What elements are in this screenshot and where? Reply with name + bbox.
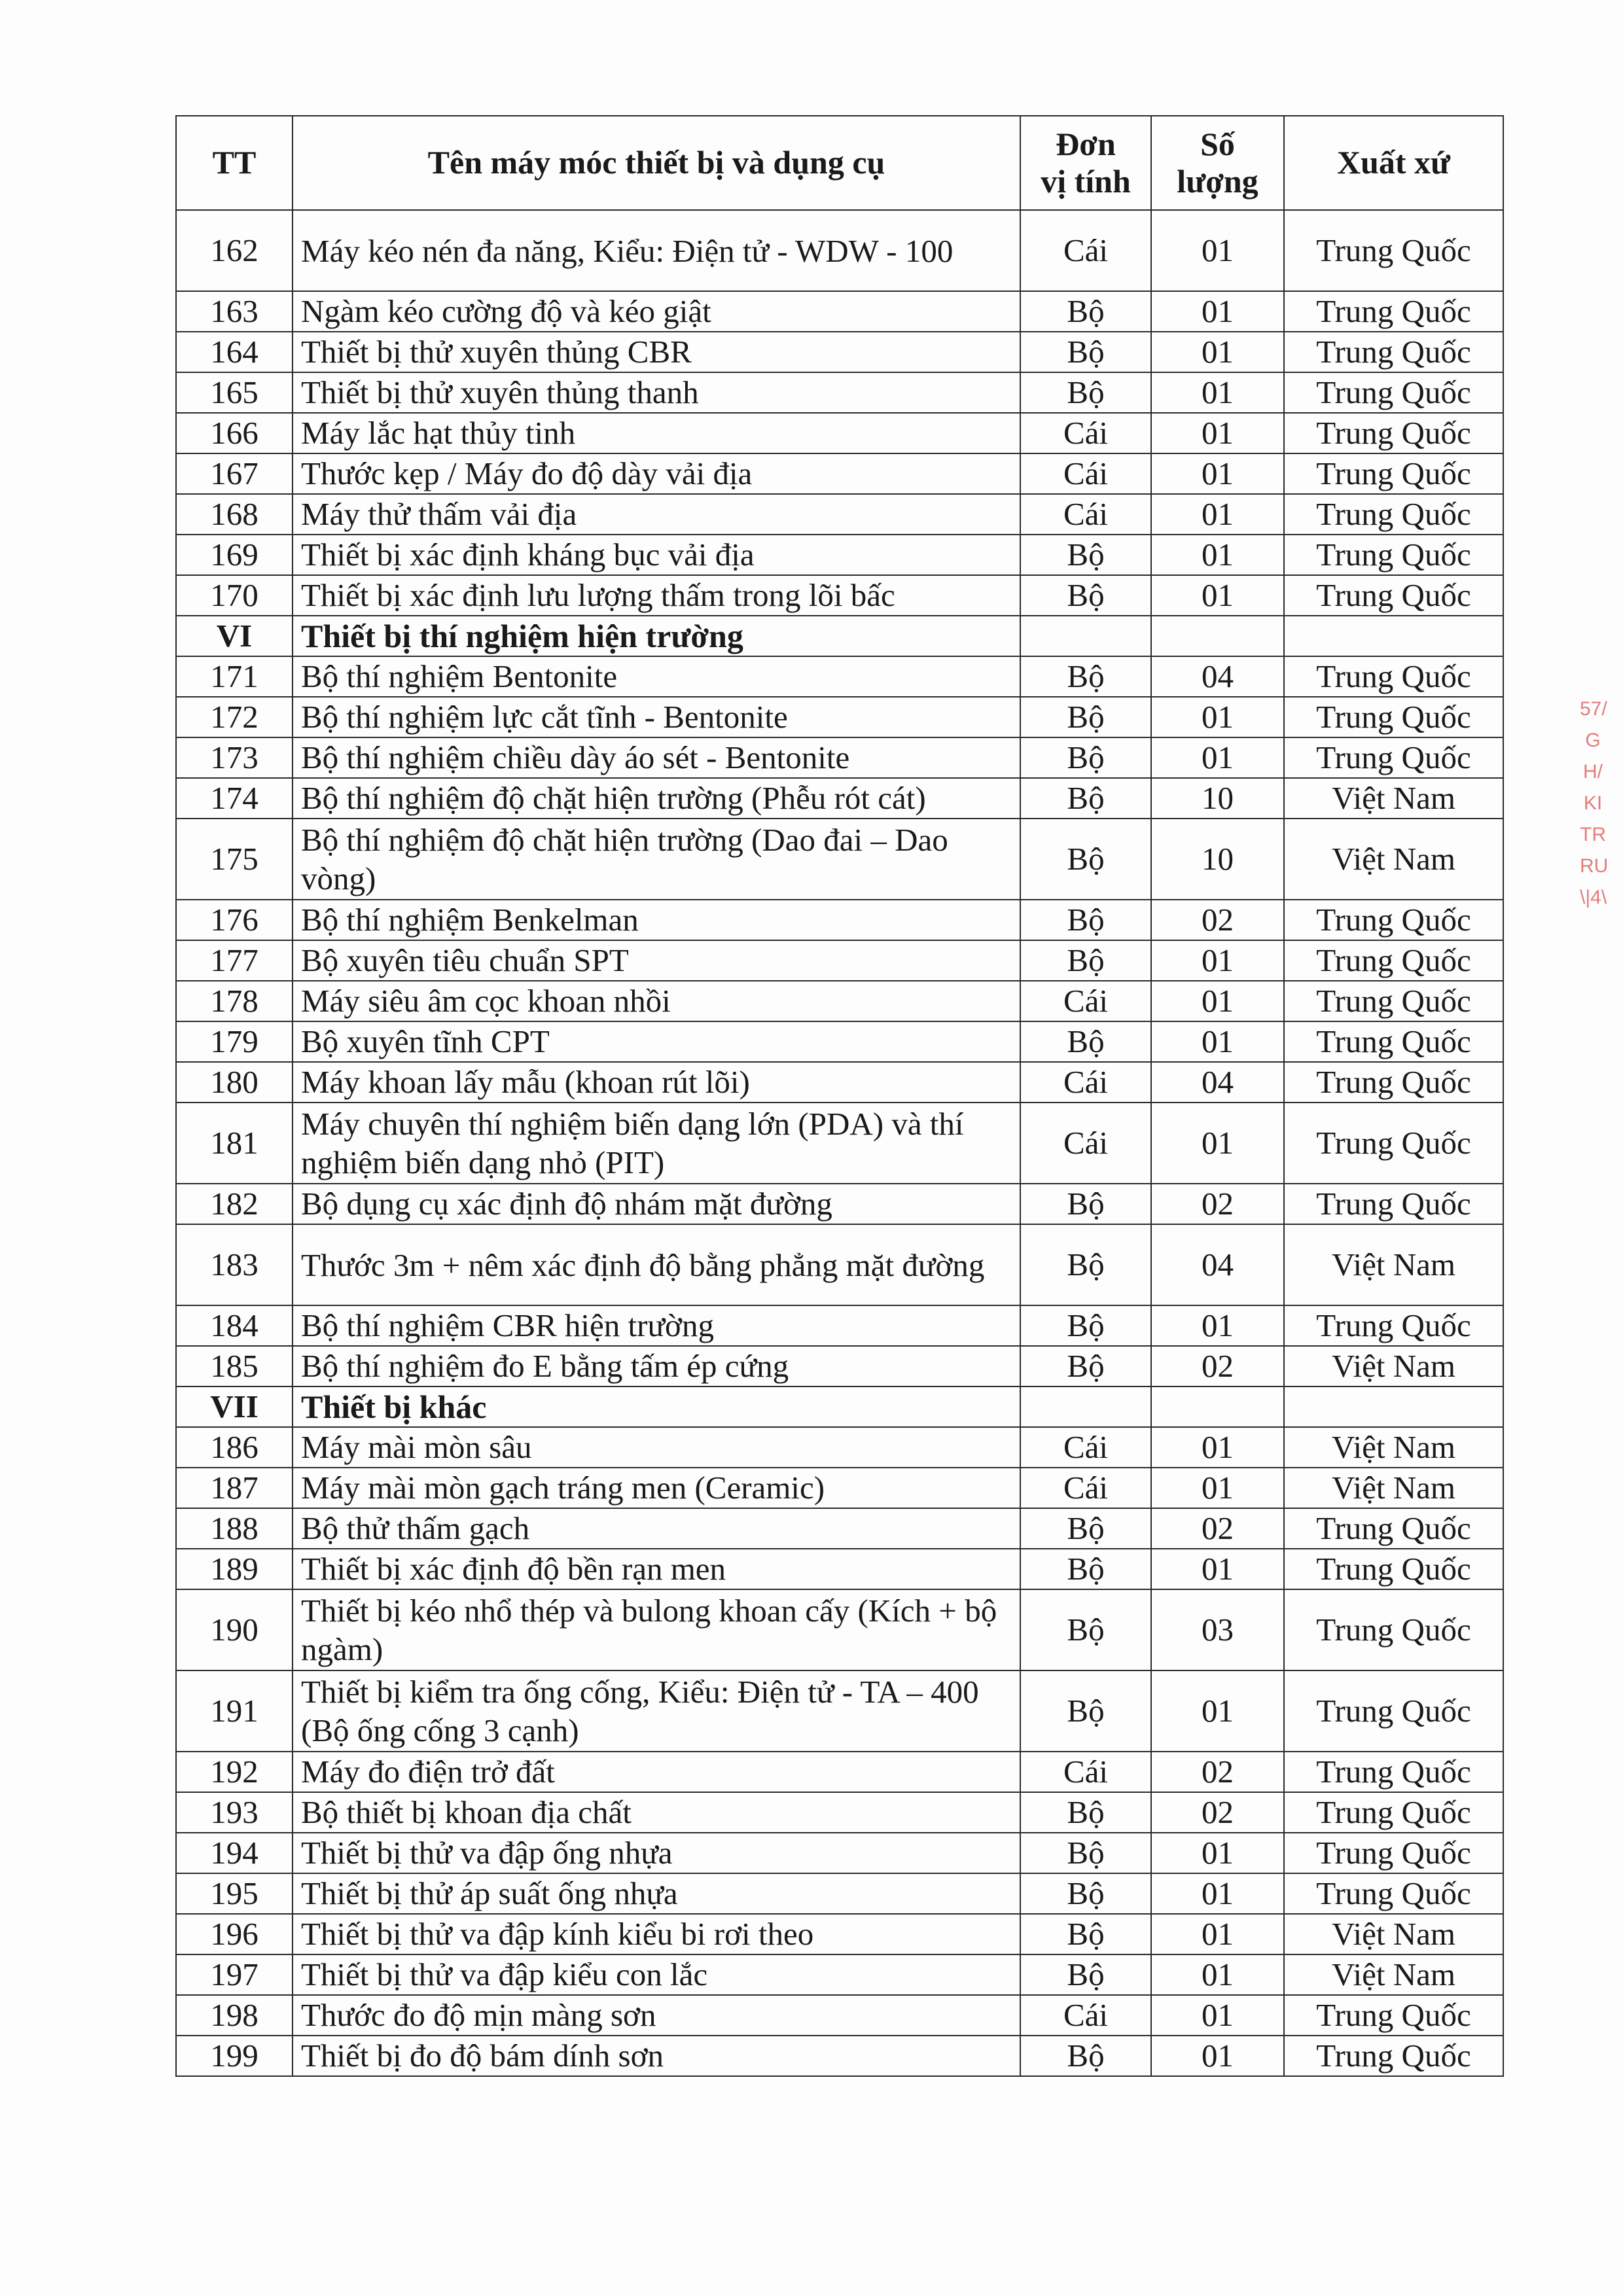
row-number-cell: 186 xyxy=(176,1427,293,1468)
equipment-name-cell: Thước 3m + nêm xác định độ bằng phẳng mặt đường xyxy=(293,1224,1020,1305)
row-number-cell: 164 xyxy=(176,332,293,372)
unit-cell xyxy=(1020,616,1151,656)
unit-cell: Bộ xyxy=(1020,1792,1151,1833)
equipment-name-cell: Thiết bị xác định độ bền rạn men xyxy=(293,1549,1020,1589)
row-number-cell: 174 xyxy=(176,778,293,819)
unit-cell: Bộ xyxy=(1020,940,1151,981)
origin-cell: Trung Quốc xyxy=(1284,1752,1503,1792)
table-row xyxy=(176,1305,1503,1346)
row-number-cell: 197 xyxy=(176,1954,293,1995)
header-unit xyxy=(1020,116,1151,210)
unit-cell: Bộ xyxy=(1020,1508,1151,1549)
table-row xyxy=(176,1508,1503,1549)
row-number-cell: 183 xyxy=(176,1224,293,1305)
row-number-cell: 175 xyxy=(176,819,293,900)
origin-cell: Trung Quốc xyxy=(1284,535,1503,575)
equipment-name-cell: Máy thử thấm vải địa xyxy=(293,494,1020,535)
table-row xyxy=(176,2036,1503,2076)
unit-cell: Cái xyxy=(1020,210,1151,291)
row-number-cell: 172 xyxy=(176,697,293,737)
unit-cell: Cái xyxy=(1020,494,1151,535)
table-row xyxy=(176,940,1503,981)
equipment-name-cell: Thiết bị đo độ bám dính sơn xyxy=(293,2036,1020,2076)
unit-cell: Bộ xyxy=(1020,1305,1151,1346)
origin-cell: Trung Quốc xyxy=(1284,1021,1503,1062)
origin-cell: Trung Quốc xyxy=(1284,1873,1503,1914)
table-row xyxy=(176,575,1503,616)
quantity-cell: 02 xyxy=(1151,1752,1284,1792)
table-row xyxy=(176,1589,1503,1670)
section-row xyxy=(176,1386,1503,1427)
quantity-cell: 02 xyxy=(1151,900,1284,940)
unit-cell: Bộ xyxy=(1020,656,1151,697)
equipment-name-cell: Bộ thí nghiệm Bentonite xyxy=(293,656,1020,697)
equipment-name-cell: Bộ thí nghiệm CBR hiện trường xyxy=(293,1305,1020,1346)
table-row xyxy=(176,1224,1503,1305)
unit-cell: Cái xyxy=(1020,981,1151,1021)
row-number-cell: 171 xyxy=(176,656,293,697)
table-row xyxy=(176,697,1503,737)
table-row xyxy=(176,1062,1503,1103)
row-number-cell: 189 xyxy=(176,1549,293,1589)
origin-cell: Việt Nam xyxy=(1284,1346,1503,1386)
unit-cell: Bộ xyxy=(1020,1589,1151,1670)
quantity-cell: 04 xyxy=(1151,1062,1284,1103)
equipment-name-cell: Thiết bị kéo nhổ thép và bulong khoan cấy (Kích + bộ ngàm) xyxy=(293,1589,1020,1670)
stamp-text: RU xyxy=(1580,855,1609,877)
quantity-cell: 01 xyxy=(1151,1954,1284,1995)
table-row xyxy=(176,819,1503,900)
table-row xyxy=(176,778,1503,819)
origin-cell: Trung Quốc xyxy=(1284,900,1503,940)
table-row xyxy=(176,1873,1503,1914)
equipment-name-cell: Thiết bị thử va đập kính kiểu bi rơi theo xyxy=(293,1914,1020,1954)
quantity-cell: 01 xyxy=(1151,1549,1284,1589)
equipment-table xyxy=(175,115,1504,2077)
table-row xyxy=(176,1427,1503,1468)
quantity-cell: 01 xyxy=(1151,1305,1284,1346)
unit-cell: Cái xyxy=(1020,1427,1151,1468)
equipment-name-cell: Bộ thí nghiệm độ chặt hiện trường (Phễu rót cát) xyxy=(293,778,1020,819)
quantity-cell: 01 xyxy=(1151,1914,1284,1954)
header-origin: Xuất xứ xyxy=(1284,116,1503,210)
table-row xyxy=(176,981,1503,1021)
origin-cell: Trung Quốc xyxy=(1284,210,1503,291)
equipment-name-cell: Máy lắc hạt thủy tinh xyxy=(293,413,1020,453)
quantity-cell: 01 xyxy=(1151,453,1284,494)
origin-cell: Trung Quốc xyxy=(1284,1549,1503,1589)
table-row xyxy=(176,291,1503,332)
row-number-cell: 180 xyxy=(176,1062,293,1103)
unit-cell: Cái xyxy=(1020,413,1151,453)
row-number-cell: 181 xyxy=(176,1103,293,1184)
unit-cell: Bộ xyxy=(1020,1914,1151,1954)
equipment-name-cell: Bộ xuyên tĩnh CPT xyxy=(293,1021,1020,1062)
row-number-cell: 182 xyxy=(176,1184,293,1224)
equipment-name-cell: Thiết bị thử xuyên thủng thanh xyxy=(293,372,1020,413)
quantity-cell: 02 xyxy=(1151,1346,1284,1386)
row-number-cell: 199 xyxy=(176,2036,293,2076)
equipment-name-cell: Thiết bị khác xyxy=(293,1386,1020,1427)
origin-cell: Trung Quốc xyxy=(1284,332,1503,372)
quantity-cell: 01 xyxy=(1151,1873,1284,1914)
table-row xyxy=(176,332,1503,372)
origin-cell: Trung Quốc xyxy=(1284,697,1503,737)
origin-cell: Trung Quốc xyxy=(1284,1589,1503,1670)
table-row xyxy=(176,1792,1503,1833)
quantity-cell: 01 xyxy=(1151,1427,1284,1468)
origin-cell: Trung Quốc xyxy=(1284,1995,1503,2036)
quantity-cell: 01 xyxy=(1151,697,1284,737)
quantity-cell: 01 xyxy=(1151,332,1284,372)
equipment-name-cell: Bộ thiết bị khoan địa chất xyxy=(293,1792,1020,1833)
unit-cell: Bộ xyxy=(1020,778,1151,819)
quantity-cell: 01 xyxy=(1151,413,1284,453)
row-number-cell: 194 xyxy=(176,1833,293,1873)
equipment-name-cell: Máy đo điện trở đất xyxy=(293,1752,1020,1792)
row-number-cell: 188 xyxy=(176,1508,293,1549)
origin-cell: Trung Quốc xyxy=(1284,372,1503,413)
row-number-cell: 185 xyxy=(176,1346,293,1386)
quantity-cell: 04 xyxy=(1151,1224,1284,1305)
table-row xyxy=(176,413,1503,453)
quantity-cell xyxy=(1151,616,1284,656)
unit-cell: Cái xyxy=(1020,1103,1151,1184)
origin-cell: Trung Quốc xyxy=(1284,1833,1503,1873)
stamp-text: \|4\ xyxy=(1580,887,1607,908)
table-row xyxy=(176,210,1503,291)
unit-cell: Bộ xyxy=(1020,1021,1151,1062)
row-number-cell: VII xyxy=(176,1386,293,1427)
table-row xyxy=(176,900,1503,940)
equipment-name-cell: Thiết bị thử va đập ống nhựa xyxy=(293,1833,1020,1873)
quantity-cell: 01 xyxy=(1151,2036,1284,2076)
origin-cell: Trung Quốc xyxy=(1284,737,1503,778)
equipment-name-cell: Thiết bị thí nghiệm hiện trường xyxy=(293,616,1020,656)
quantity-cell: 01 xyxy=(1151,372,1284,413)
quantity-cell: 01 xyxy=(1151,575,1284,616)
unit-cell: Bộ xyxy=(1020,291,1151,332)
header-qty-line2: lượng xyxy=(1177,163,1258,200)
quantity-cell: 04 xyxy=(1151,656,1284,697)
equipment-name-cell: Ngàm kéo cường độ và kéo giật xyxy=(293,291,1020,332)
unit-cell: Bộ xyxy=(1020,372,1151,413)
quantity-cell: 01 xyxy=(1151,291,1284,332)
equipment-name-cell: Bộ xuyên tiêu chuẩn SPT xyxy=(293,940,1020,981)
origin-cell: Trung Quốc xyxy=(1284,940,1503,981)
table-row xyxy=(176,737,1503,778)
header-unit-line1: Đơn xyxy=(1056,125,1116,162)
row-number-cell: 179 xyxy=(176,1021,293,1062)
header-qty-line1: Số xyxy=(1200,125,1235,162)
unit-cell: Bộ xyxy=(1020,1833,1151,1873)
origin-cell: Trung Quốc xyxy=(1284,1508,1503,1549)
quantity-cell: 01 xyxy=(1151,1995,1284,2036)
origin-cell: Việt Nam xyxy=(1284,819,1503,900)
quantity-cell: 02 xyxy=(1151,1508,1284,1549)
origin-cell: Trung Quốc xyxy=(1284,1062,1503,1103)
origin-cell: Trung Quốc xyxy=(1284,1792,1503,1833)
margin-stamp-fragment xyxy=(1580,694,1609,1001)
stamp-text: H/ xyxy=(1583,761,1603,783)
unit-cell: Bộ xyxy=(1020,1670,1151,1752)
unit-cell: Bộ xyxy=(1020,535,1151,575)
row-number-cell: 176 xyxy=(176,900,293,940)
origin-cell: Trung Quốc xyxy=(1284,453,1503,494)
row-number-cell: 177 xyxy=(176,940,293,981)
row-number-cell: 163 xyxy=(176,291,293,332)
quantity-cell: 02 xyxy=(1151,1792,1284,1833)
stamp-text: KI xyxy=(1583,792,1603,814)
equipment-name-cell: Máy kéo nén đa năng, Kiểu: Điện tử - WDW - 100 xyxy=(293,210,1020,291)
origin-cell xyxy=(1284,616,1503,656)
table-row xyxy=(176,1184,1503,1224)
row-number-cell: 191 xyxy=(176,1670,293,1752)
equipment-name-cell: Thiết bị thử va đập kiểu con lắc xyxy=(293,1954,1020,1995)
row-number-cell: 178 xyxy=(176,981,293,1021)
quantity-cell: 01 xyxy=(1151,1468,1284,1508)
table-row xyxy=(176,1468,1503,1508)
unit-cell: Cái xyxy=(1020,1752,1151,1792)
equipment-name-cell: Thiết bị kiểm tra ống cống, Kiểu: Điện tử - TA – 400 (Bộ ống cống 3 cạnh) xyxy=(293,1670,1020,1752)
quantity-cell: 01 xyxy=(1151,494,1284,535)
table-body xyxy=(176,210,1503,2076)
table-row xyxy=(176,1914,1503,1954)
origin-cell: Việt Nam xyxy=(1284,1427,1503,1468)
row-number-cell: 187 xyxy=(176,1468,293,1508)
row-number-cell: 167 xyxy=(176,453,293,494)
table-header-row xyxy=(176,116,1503,210)
table-row xyxy=(176,1752,1503,1792)
row-number-cell: 190 xyxy=(176,1589,293,1670)
table-row xyxy=(176,656,1503,697)
equipment-name-cell: Máy chuyên thí nghiệm biến dạng lớn (PDA) và thí nghiệm biến dạng nhỏ (PIT) xyxy=(293,1103,1020,1184)
quantity-cell: 03 xyxy=(1151,1589,1284,1670)
table-row xyxy=(176,1833,1503,1873)
header-qty xyxy=(1151,116,1284,210)
origin-cell: Trung Quốc xyxy=(1284,981,1503,1021)
row-number-cell: VI xyxy=(176,616,293,656)
row-number-cell: 170 xyxy=(176,575,293,616)
quantity-cell: 01 xyxy=(1151,210,1284,291)
origin-cell: Việt Nam xyxy=(1284,1224,1503,1305)
table-row xyxy=(176,535,1503,575)
unit-cell: Bộ xyxy=(1020,819,1151,900)
unit-cell: Bộ xyxy=(1020,575,1151,616)
section-row xyxy=(176,616,1503,656)
equipment-name-cell: Bộ thí nghiệm chiều dày áo sét - Bentonite xyxy=(293,737,1020,778)
row-number-cell: 166 xyxy=(176,413,293,453)
unit-cell: Bộ xyxy=(1020,1224,1151,1305)
unit-cell: Bộ xyxy=(1020,1549,1151,1589)
origin-cell: Trung Quốc xyxy=(1284,291,1503,332)
unit-cell xyxy=(1020,1386,1151,1427)
row-number-cell: 169 xyxy=(176,535,293,575)
equipment-name-cell: Máy siêu âm cọc khoan nhồi xyxy=(293,981,1020,1021)
row-number-cell: 184 xyxy=(176,1305,293,1346)
unit-cell: Bộ xyxy=(1020,1184,1151,1224)
unit-cell: Bộ xyxy=(1020,2036,1151,2076)
origin-cell: Việt Nam xyxy=(1284,1468,1503,1508)
row-number-cell: 192 xyxy=(176,1752,293,1792)
unit-cell: Cái xyxy=(1020,1062,1151,1103)
quantity-cell: 01 xyxy=(1151,1670,1284,1752)
quantity-cell: 01 xyxy=(1151,981,1284,1021)
row-number-cell: 193 xyxy=(176,1792,293,1833)
quantity-cell: 01 xyxy=(1151,1103,1284,1184)
row-number-cell: 162 xyxy=(176,210,293,291)
unit-cell: Bộ xyxy=(1020,1873,1151,1914)
stamp-text: G xyxy=(1585,730,1601,751)
table-row xyxy=(176,453,1503,494)
row-number-cell: 173 xyxy=(176,737,293,778)
equipment-name-cell: Thiết bị xác định kháng bục vải địa xyxy=(293,535,1020,575)
stamp-text: TR xyxy=(1580,824,1606,845)
equipment-name-cell: Thước đo độ mịn màng sơn xyxy=(293,1995,1020,2036)
equipment-name-cell: Bộ thí nghiệm độ chặt hiện trường (Dao đai – Dao vòng) xyxy=(293,819,1020,900)
table-row xyxy=(176,494,1503,535)
table-row xyxy=(176,1549,1503,1589)
origin-cell: Trung Quốc xyxy=(1284,1103,1503,1184)
quantity-cell: 10 xyxy=(1151,819,1284,900)
table-row xyxy=(176,1021,1503,1062)
equipment-name-cell: Bộ thử thấm gạch xyxy=(293,1508,1020,1549)
quantity-cell: 01 xyxy=(1151,1833,1284,1873)
equipment-name-cell: Máy mài mòn sâu xyxy=(293,1427,1020,1468)
equipment-name-cell: Thiết bị thử xuyên thủng CBR xyxy=(293,332,1020,372)
unit-cell: Bộ xyxy=(1020,1954,1151,1995)
header-name: Tên máy móc thiết bị và dụng cụ xyxy=(293,116,1020,210)
table-row xyxy=(176,1346,1503,1386)
quantity-cell: 01 xyxy=(1151,940,1284,981)
table-row xyxy=(176,1954,1503,1995)
table-row xyxy=(176,372,1503,413)
table-row xyxy=(176,1995,1503,2036)
unit-cell: Bộ xyxy=(1020,1346,1151,1386)
quantity-cell: 01 xyxy=(1151,737,1284,778)
origin-cell: Trung Quốc xyxy=(1284,494,1503,535)
origin-cell: Việt Nam xyxy=(1284,1954,1503,1995)
origin-cell: Trung Quốc xyxy=(1284,1184,1503,1224)
row-number-cell: 165 xyxy=(176,372,293,413)
header-tt: TT xyxy=(176,116,293,210)
equipment-name-cell: Máy mài mòn gạch tráng men (Ceramic) xyxy=(293,1468,1020,1508)
row-number-cell: 195 xyxy=(176,1873,293,1914)
unit-cell: Cái xyxy=(1020,453,1151,494)
origin-cell: Việt Nam xyxy=(1284,1914,1503,1954)
quantity-cell xyxy=(1151,1386,1284,1427)
equipment-name-cell: Thước kẹp / Máy đo độ dày vải địa xyxy=(293,453,1020,494)
table-row xyxy=(176,1103,1503,1184)
equipment-name-cell: Bộ thí nghiệm Benkelman xyxy=(293,900,1020,940)
unit-cell: Bộ xyxy=(1020,900,1151,940)
equipment-name-cell: Máy khoan lấy mẫu (khoan rút lõi) xyxy=(293,1062,1020,1103)
unit-cell: Cái xyxy=(1020,1995,1151,2036)
row-number-cell: 198 xyxy=(176,1995,293,2036)
origin-cell: Trung Quốc xyxy=(1284,575,1503,616)
origin-cell xyxy=(1284,1386,1503,1427)
equipment-name-cell: Bộ thí nghiệm lực cắt tĩnh - Bentonite xyxy=(293,697,1020,737)
header-unit-line2: vị tính xyxy=(1041,163,1131,200)
quantity-cell: 01 xyxy=(1151,1021,1284,1062)
unit-cell: Bộ xyxy=(1020,697,1151,737)
quantity-cell: 10 xyxy=(1151,778,1284,819)
row-number-cell: 196 xyxy=(176,1914,293,1954)
equipment-name-cell: Bộ dụng cụ xác định độ nhám mặt đường xyxy=(293,1184,1020,1224)
unit-cell: Bộ xyxy=(1020,737,1151,778)
equipment-name-cell: Bộ thí nghiệm đo E bằng tấm ép cứng xyxy=(293,1346,1020,1386)
unit-cell: Cái xyxy=(1020,1468,1151,1508)
equipment-name-cell: Thiết bị thử áp suất ống nhựa xyxy=(293,1873,1020,1914)
equipment-name-cell: Thiết bị xác định lưu lượng thấm trong lõi bấc xyxy=(293,575,1020,616)
quantity-cell: 02 xyxy=(1151,1184,1284,1224)
origin-cell: Trung Quốc xyxy=(1284,1670,1503,1752)
unit-cell: Bộ xyxy=(1020,332,1151,372)
origin-cell: Trung Quốc xyxy=(1284,1305,1503,1346)
origin-cell: Trung Quốc xyxy=(1284,656,1503,697)
table-row xyxy=(176,1670,1503,1752)
row-number-cell: 168 xyxy=(176,494,293,535)
origin-cell: Trung Quốc xyxy=(1284,2036,1503,2076)
stamp-text: 57/ xyxy=(1580,698,1607,720)
origin-cell: Việt Nam xyxy=(1284,778,1503,819)
origin-cell: Trung Quốc xyxy=(1284,413,1503,453)
quantity-cell: 01 xyxy=(1151,535,1284,575)
